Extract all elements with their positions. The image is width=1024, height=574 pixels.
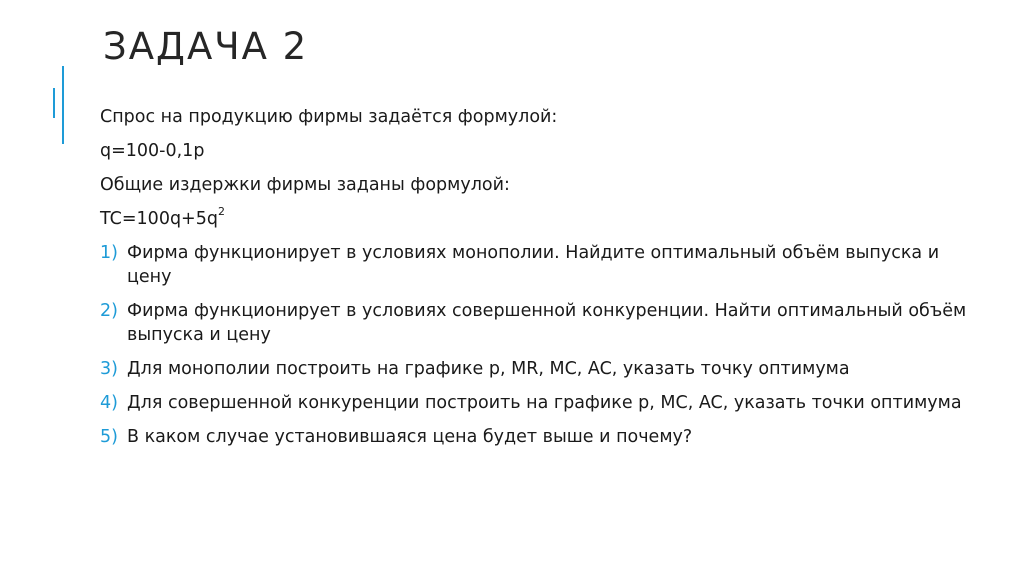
list-item-text: В каком случае установившаяся цена будет выше и почему? bbox=[127, 427, 693, 447]
slide-body bbox=[100, 105, 980, 459]
cost-formula-base: TC=100q+5q bbox=[100, 209, 218, 229]
list-item-text: Фирма функционирует в условиях совершенной конкуренции. Найти оптимальный объём выпуска и цену bbox=[127, 301, 967, 345]
cost-formula bbox=[100, 207, 980, 231]
cost-text: Общие издержки фирмы заданы формулой: bbox=[100, 175, 510, 195]
list-item bbox=[100, 299, 980, 347]
list-item-text: Для монополии построить на графике p, MR, MC, AC, указать точку оптимума bbox=[127, 359, 850, 379]
list-item bbox=[100, 357, 980, 381]
demand-formula: q=100-0,1p bbox=[100, 141, 205, 161]
list-item-number: 4) bbox=[100, 393, 118, 413]
list-item-text: Фирма функционирует в условиях монополии. Найдите оптимальный объём выпуска и цену bbox=[127, 243, 940, 287]
slide-title: ЗАДАЧА 2 bbox=[103, 25, 309, 68]
list-item-number: 5) bbox=[100, 427, 118, 447]
list-item-number: 2) bbox=[100, 301, 118, 321]
list-item-number: 3) bbox=[100, 359, 118, 379]
list-item-number: 1) bbox=[100, 243, 118, 263]
task-list bbox=[100, 241, 980, 449]
cost-formula-exponent: 2 bbox=[217, 205, 225, 219]
list-item bbox=[100, 241, 980, 289]
list-item-text: Для совершенной конкуренции построить на графике p, MC, AC, указать точки оптимума bbox=[127, 393, 962, 413]
list-item bbox=[100, 425, 980, 449]
accent-bar-short bbox=[53, 88, 55, 118]
list-item bbox=[100, 391, 980, 415]
demand-text: Спрос на продукцию фирмы задаётся формулой: bbox=[100, 107, 558, 127]
accent-bar-tall bbox=[62, 66, 64, 144]
